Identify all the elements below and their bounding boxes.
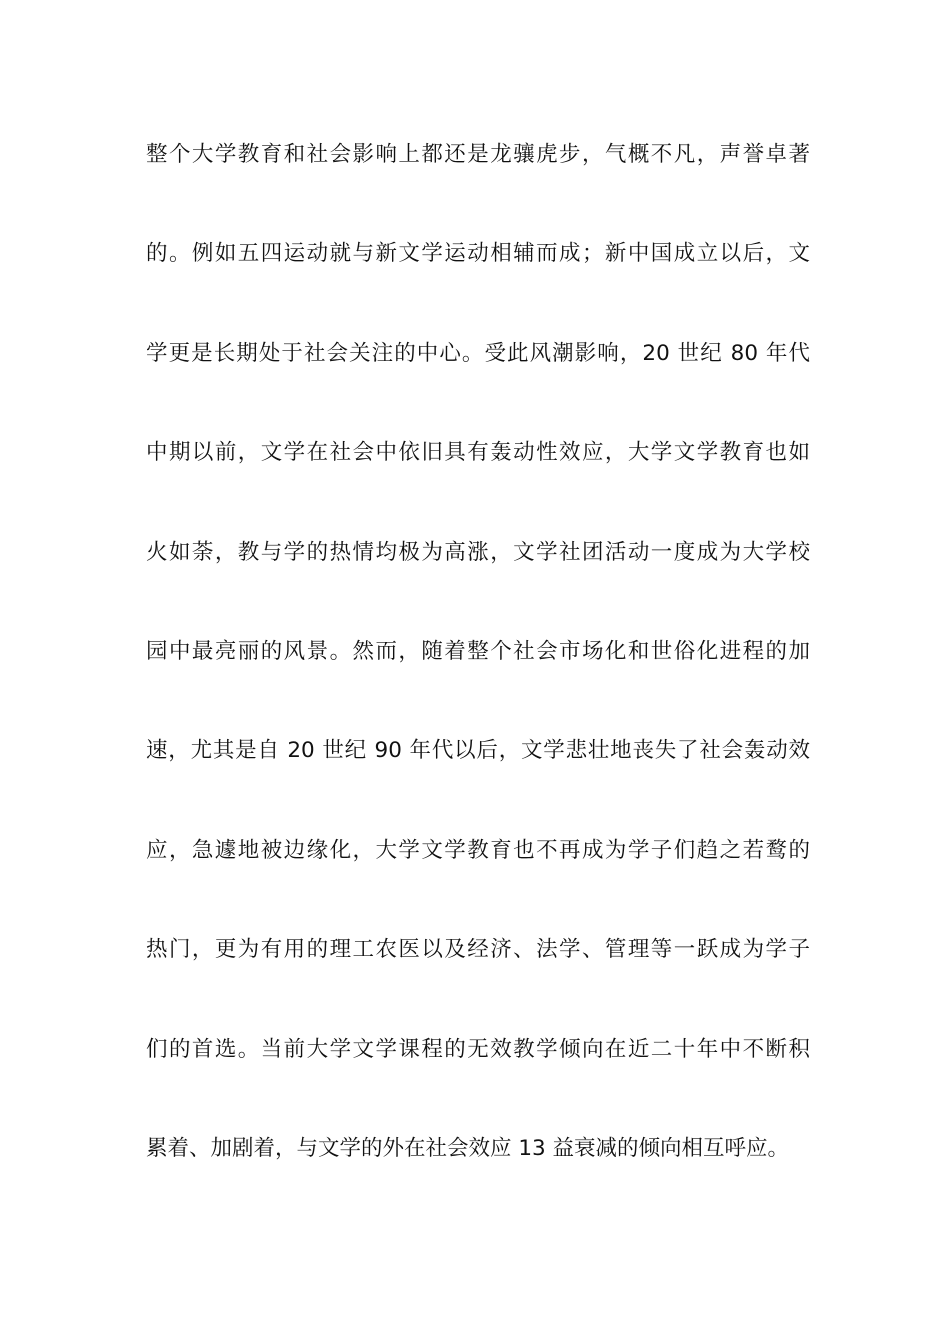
text-line: 速，尤其是自 20 世纪 90 年代以后，文学悲壮地丧失了社会轰动效 bbox=[146, 738, 810, 764]
body-paragraph bbox=[146, 135, 810, 1228]
text-line: 中期以前，文学在社会中依旧具有轰动性效应，大学文学教育也如 bbox=[146, 440, 810, 466]
text-line: 整个大学教育和社会影响上都还是龙骧虎步，气概不凡，声誉卓著 bbox=[146, 142, 810, 167]
text-line: 应，急遽地被边缘化，大学文学教育也不再成为学子们趋之若鹜的 bbox=[146, 837, 810, 863]
text-line: 热门，更为有用的理工农医以及经济、法学、管理等一跃成为学子 bbox=[146, 937, 810, 963]
text-line: 火如荼，教与学的热情均极为高涨，文学社团活动一度成为大学校 bbox=[146, 539, 810, 565]
text-line: 累着、加剧着，与文学的外在社会效应 13 益衰减的倾向相互呼应。 bbox=[146, 1135, 790, 1161]
text-line: 的。例如五四运动就与新文学运动相辅而成；新中国成立以后，文 bbox=[146, 241, 810, 267]
text-line: 学更是长期处于社会关注的中心。受此风潮影响，20 世纪 80 年代 bbox=[146, 340, 810, 366]
text-line: 园中最亮丽的风景。然而，随着整个社会市场化和世俗化进程的加 bbox=[146, 638, 810, 664]
text-line: 们的首选。当前大学文学课程的无效教学倾向在近二十年中不断积 bbox=[146, 1036, 810, 1062]
